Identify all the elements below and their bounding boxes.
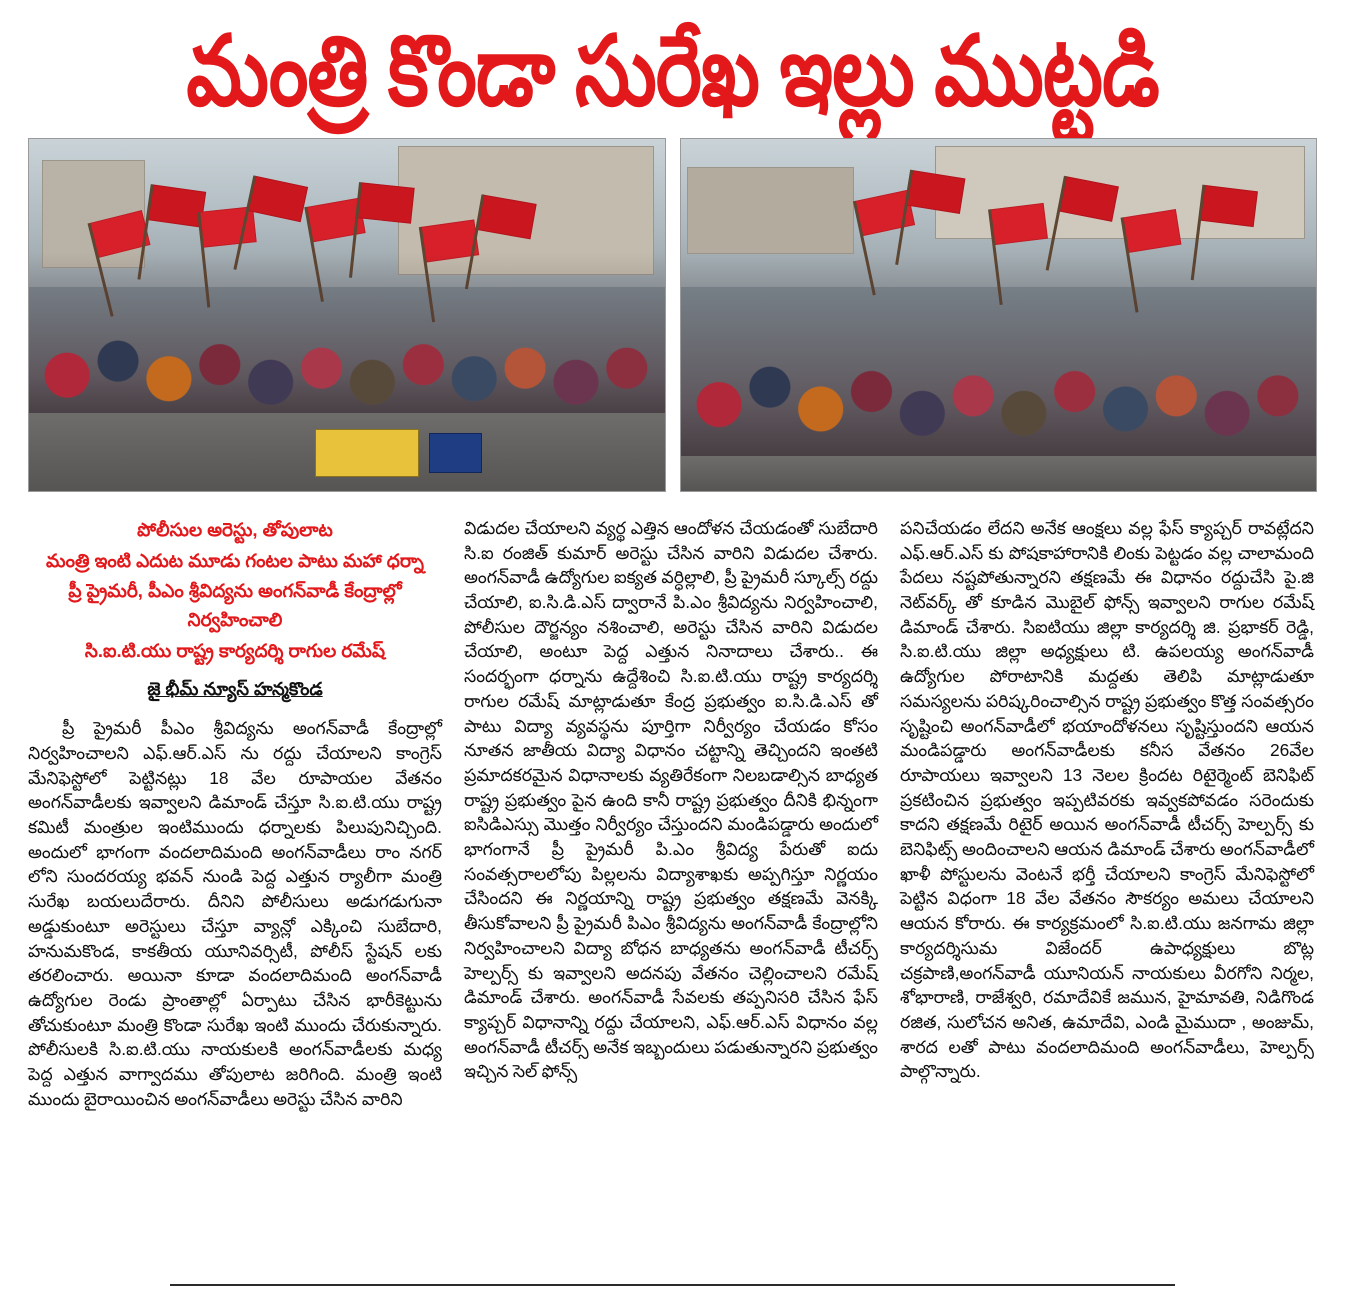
- photo-row: [28, 138, 1317, 492]
- red-flag-icon: [1200, 185, 1258, 227]
- protest-sit-in-photo: [680, 138, 1318, 492]
- column-1: [28, 516, 442, 1112]
- photo-crowd: [29, 252, 665, 428]
- byline: జై భీమ్ న్యూస్ హన్మకొండ: [147, 679, 323, 700]
- subhead-3: ప్రీ ప్రైమరీ, పీఎం శ్రీవిద్యను అంగన్‌వాడీ కేంద్రాల్లో నిర్వహించాలి: [68, 580, 402, 630]
- page-title: మంత్రి కొండా సురేఖ ఇల్లు ముట్టడి: [186, 15, 1159, 126]
- subhead-4: సి.ఐ.టి.యు రాష్ట్ర కార్యదర్శి రాగుల రమేష్: [84, 639, 386, 661]
- body-paragraph: ప్రీ ప్రైమరీ పీఎం శ్రీవిద్యను అంగన్‌వాడీ కేంద్రాల్లో నిర్వహించాలని ఎఫ్.ఆర్.ఎస్ ను రద్దు చేయాలని కాంగ్రెస్ మేనిఫెస్టోలో పెట్టినట్లు 18 వేల రూపాయల వేతనం అంగన్‌వాడీలకు ఇవ్వాలని డిమాండ్ చేస్తూ సి.ఐ.టి.యు రాష్ట్ర కమిటీ మంత్రుల ఇంటిముందు ధర్నాలకు పిలుపునిచ్చింది. అందులో భాగంగా వందలాదిమంది అంగన్‌వాడీలు రాం నగర్ లోని సుందరయ్య భవన్ నుండి పెద్ద ఎత్తున ర్యాలీగా మంత్రి సురేఖ బయలుదేరారు. దీనిని పోలీసులు అడుగడుగునా అడ్డుకుంటూ అరెస్టులు చేస్తూ వ్యాన్లో ఎక్కించి సుబేదారి, హనుమకొండ, కాకతీయ యూనివర్సిటీ, పోలీస్ స్టేషన్ లకు తరలించారు. అయినా కూడా వందలాదిమంది అంగన్‌వాడీ ఉద్యోగుల రెండు ప్రాంతాల్లో ఏర్పాటు చేసిన భారీకెట్టును తోచుకుంటూ మంత్రి కొండా సురేఖ ఇంటి ముందు చేరుకున్నారు. పోలీసులకి సి.ఐ.టి.యు నాయకులకి అంగన్‌వాడీలకు మధ్య పెద్ద ఎత్తున వాగ్వాదము తోపులాట జరిగింది. మంత్రి ఇంటి ముందు బైరాయించిన అంగన్‌వాడీలు అరెస్టు చేసిన వారిని: [28, 718, 442, 1109]
- body-paragraph: పనిచేయడం లేదని అనేక ఆంక్షలు వల్ల ఫేస్ క్యాప్చర్ రావట్లేదని ఎఫ్.ఆర్.ఎస్ కు పోషకాహారానికి లింకు పెట్టడం వల్ల చాలామంది పేదలు నష్టపోతున్నారని తక్షణమే ఈ విధానం రద్దుచేసి పై.జి నెట్‌వర్క్ తో కూడిన మొబైల్ ఫోన్స్ ఇవ్వాలని రాగుల రమేష్ డిమాండ్ చేశారు. సిఐటియు జిల్లా కార్యదర్శి జి. ప్రభాకర్ రెడ్డి, సి.ఐ.టి.యు జిల్లా అధ్యక్షులు టి. ఉపలయ్య అంగన్‌వాడీ ఉద్యోగుల పోరాటానికి మద్దతు తెలిపి మాట్లాడుతూ సమస్యలను పరిష్కరించాల్సిన రాష్ట్ర ప్రభుత్వం కొత్త సంవత్సరం సృష్టించి అంగన్‌వాడీలో భయాందోళనలు సృష్టిస్తుందని ఆయన మండిపడ్డారు అంగన్‌వాడీలకు కనీస వేతనం 26వేల రూపాయలు ఇవ్వాలని 13 నెలల క్రిందట రిటైర్మెంట్ బెనిఫిట్ ప్రకటించిన ప్రభుత్వం ఇప్పటివరకు ఇవ్వకపోవడం సరెందుకు కాదని తక్షణమే రిటైర్ అయిన అంగన్‌వాడీ టీచర్స్ హెల్పర్స్ కు బెనిఫిట్స్ అందించాలని ఆయన డిమాండ్ చేశారు అంగన్‌వాడీలో ఖాళీ పోస్టులను వెంటనే భర్తీ చేయాలని కాంగ్రెస్ మేనిఫెస్టోలో పెట్టిన విధంగా 18 వేల వేతనం సౌకర్యం అమలు చేయాలని ఆయన కోరారు. ఈ కార్యక్రమంలో సి.ఐ.టి.యు జనగామ జిల్లా కార్యదర్శిసుమ విజేందర్ ఉపాధ్యక్షులు బొట్ల చక్రపాణి,అంగన్‌వాడీ యూనియన్ నాయకులు వీరగోని నిర్మల, శోభారాణి, రాజేశ్వరి, రమాదేవికే జమున, హైమావతి, నిడిగొండ రజిత, సులోచన అనిత, ఉమాదేవి, ఎండి మైముదా , అంజుమ్, శారద లతో పాటు వందలాదిమంది అంగన్‌వాడీలు, హెల్పర్స్ పాల్గొన్నారు.: [900, 517, 1314, 1082]
- photo-police-sign: [429, 433, 482, 474]
- column-2: [464, 516, 878, 1112]
- red-flag-icon: [990, 203, 1048, 245]
- photo-crowd: [681, 252, 1317, 470]
- photo-banner: [315, 429, 419, 477]
- subhead-2: మంత్రి ఇంటి ఎదుట మూడు గంటల పాటు మహా ధర్నా: [46, 549, 424, 571]
- red-flag-icon: [358, 182, 415, 223]
- column-3: [900, 516, 1314, 1112]
- protest-rally-photo: [28, 138, 666, 492]
- photo-road: [681, 456, 1317, 491]
- red-flag-icon: [147, 185, 205, 228]
- photo-building: [687, 167, 854, 253]
- subhead-1: పోలీసుల అరెస్టు, తోపులాట: [137, 518, 333, 540]
- newspaper-page: [0, 8, 1345, 1296]
- bottom-divider: [170, 1284, 1175, 1286]
- body-paragraph: విడుదల చేయాలని వ్యర్థ ఎత్తిన ఆందోళన చేయడంతో సుబేదారి సి.ఐ రంజిత్ కుమార్ అరెస్టు చేసిన వారిని విడుదల చేశారు. అంగన్‌వాడీ ఉద్యోగుల ఐక్యత వర్ధిల్లాలి, ప్రీ ప్రైమరీ స్కూల్స్ రద్దు చేయాలి, ఐ.సి.డి.ఎస్ ద్వారానే పి.ఎం శ్రీవిద్యను నిర్వహించాలి, పోలీసుల దౌర్జన్యం నశించాలి, అరెస్టు చేసిన వారిని విడుదల చేయాలి, అంటూ పెద్ద ఎత్తున నినాదాలు చేశారు.. ఈ సందర్భంగా ధర్నాను ఉద్దేశించి సి.ఐ.టి.యు రాష్ట్ర కార్యదర్శి రాగుల రమేష్ మాట్లాడుతూ కేంద్ర ప్రభుత్వం ఐ.సి.డి.ఎస్ తో పాటు విద్యా వ్యవస్థను పూర్తిగా నిర్వీర్యం చేయడం కోసం నూతన జాతీయ విద్యా విధానం చట్టాన్ని తెచ్చిందని ఇంతటి ప్రమాదకరమైన విధానాలకు వ్యతిరేకంగా నిలబడాల్సిన బాధ్యత రాష్ట్ర ప్రభుత్వం పైన ఉంది కానీ రాష్ట్ర ప్రభుత్వం దీనికి భిన్నంగా ఐసిడిఎస్సు మొత్తం నిర్వీర్యం చేస్తుందని మండిపడ్డారు అందులో భాగంగానే ప్రీ ప్రైమరీ పి.ఎం శ్రీవిద్య పేరుతో ఐదు సంవత్సరాలలోపు పిల్లలను విద్యాశాఖకు అప్పగిస్తూ నిర్ణయం చేసిందని ఈ నిర్ణయాన్ని రాష్ట్ర ప్రభుత్వం తక్షణమే వెనక్కి తీసుకోవాలని ప్రీ ప్రైమరీ పిఎం శ్రీవిద్యను అంగన్‌వాడీ కేంద్రాల్లోని నిర్వహించాలని విద్యా బోధన బాధ్యతను అంగన్‌వాడీ టీచర్స్ హెల్పర్స్ కు ఇవ్వాలని అదనపు వేతనం చెల్లించాలని రమేష్ డిమాండ్ చేశారు. అంగన్‌వాడీ సేవలకు తప్పనిసరి చేసిన ఫేస్ క్యాప్చర్ విధానాన్ని రద్దు చేయాలని, ఎఫ్.ఆర్.ఎస్ విధానం వల్ల అంగన్‌వాడీ టీచర్స్ అనేక ఇబ్బందులు పడుతున్నారని ప్రభుత్వం ఇచ్చిన సెల్ ఫోన్స్: [464, 517, 878, 1082]
- article-columns: [28, 516, 1317, 1112]
